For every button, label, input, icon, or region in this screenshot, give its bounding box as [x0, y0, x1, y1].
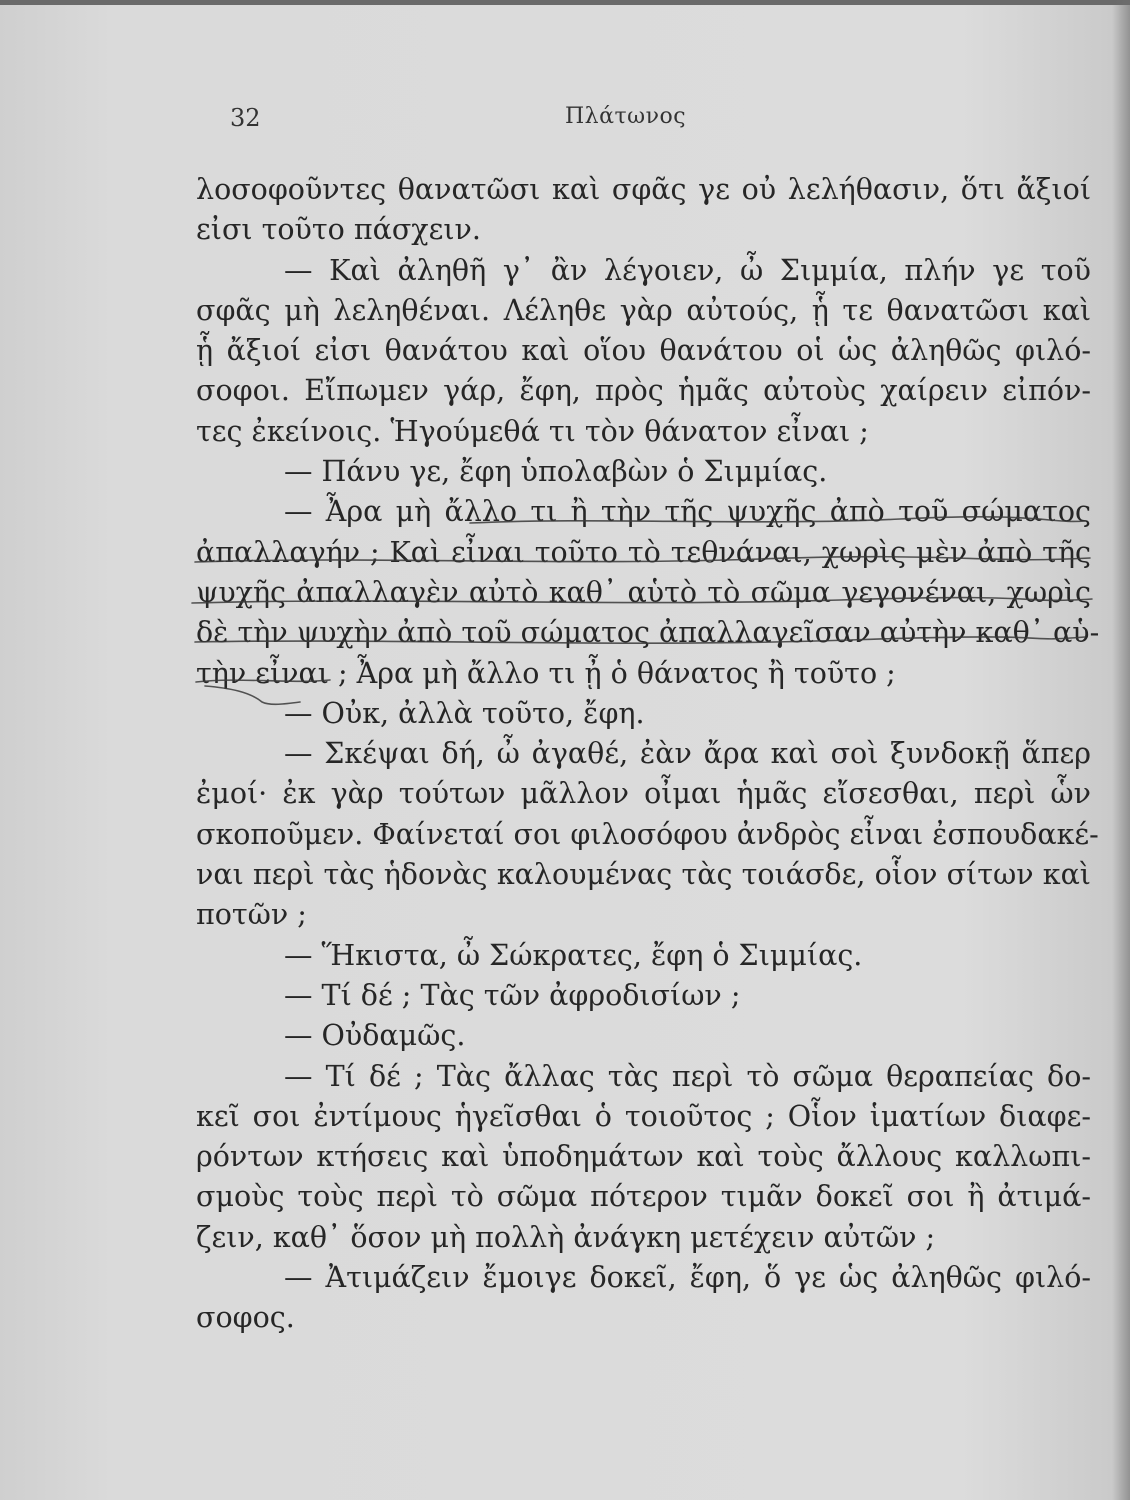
text-line: εἰσι τοῦτο πάσχειν. — [196, 213, 481, 247]
text-line: ᾗ ἄξιοί εἰσι θανάτου καὶ οἵου θανάτου οἱ ὡς ἀληθῶς φιλό- — [196, 334, 1091, 368]
text-line: σφᾶς μὴ λεληθέναι. Λέληθε γὰρ αὐτούς, ᾗ τε θανατῶσι καὶ — [196, 293, 1091, 327]
text-line: ἐμοί· ἐκ γὰρ τούτων μᾶλλον οἶμαι ἡμᾶς εἴσεσθαι, περὶ ὧν — [196, 777, 1091, 811]
text-line: — Ἆρα μὴ ἄλλο τι ἢ τὴν τῆς ψυχῆς ἀπὸ τοῦ σώματος — [284, 495, 1091, 529]
text-line: — Οὐδαμῶς. — [284, 1019, 466, 1053]
page-top-edge — [0, 0, 1130, 5]
text-line: ποτῶν ; — [196, 898, 307, 932]
text-line: ψυχῆς ἀπαλλαγὲν αὐτὸ καθ᾽ αὑτὸ τὸ σῶμα γεγονέναι, χωρὶς — [196, 575, 1091, 609]
running-title: Πλάτωνος — [565, 104, 687, 129]
page-right-edge — [1112, 0, 1130, 1500]
text-line: σοφοι. Εἴπωμεν γάρ, ἔφη, πρὸς ἡμᾶς αὐτοὺς χαίρειν εἰπόν- — [196, 374, 1091, 408]
text-line: — Οὐκ, ἀλλὰ τοῦτο, ἔφη. — [284, 696, 645, 730]
text-line: — Σκέψαι δή, ὦ ἀγαθέ, ἐὰν ἄρα καὶ σοὶ ξυνδοκῇ ἅπερ — [284, 737, 1091, 771]
text-line: ναι περὶ τὰς ἡδονὰς καλουμένας τὰς τοιάσδε, οἷον σίτων καὶ — [196, 858, 1091, 892]
body-text — [196, 170, 1100, 1339]
text-line: τὴν εἶναι ; Ἆρα μὴ ἄλλο τι ᾖ ὁ θάνατος ἢ τοῦτο ; — [196, 656, 896, 690]
text-line: δὲ τὴν ψυχὴν ἀπὸ τοῦ σώματος ἀπαλλαγεῖσαν αὐτὴν καθ᾽ αὑ- — [196, 616, 1100, 650]
text-line: ἀπαλλαγήν ; Καὶ εἶναι τοῦτο τὸ τεθνάναι, χωρὶς μὲν ἀπὸ τῆς — [196, 535, 1091, 569]
text-line: λοσοφοῦντες θανατῶσι καὶ σφᾶς γε οὐ λελήθασιν, ὅτι ἄξιοί — [196, 173, 1091, 206]
text-line: τες ἐκείνοις. Ἡγούμεθά τι τὸν θάνατον εἶναι ; — [196, 414, 869, 448]
text-line: — Ἥκιστα, ὦ Σώκρατες, ἔφη ὁ Σιμμίας. — [284, 938, 863, 972]
text-line: σκοποῦμεν. Φαίνεταί σοι φιλοσόφου ἀνδρὸς εἶναι ἐσπουδακέ- — [196, 817, 1099, 851]
text-line: — Τί δέ ; Τὰς ἄλλας τὰς περὶ τὸ σῶμα θεραπείας δο- — [284, 1059, 1091, 1093]
text-line: ζειν, καθ᾽ ὅσον μὴ πολλὴ ἀνάγκη μετέχειν αὐτῶν ; — [196, 1220, 936, 1254]
text-line: σμοὺς τοὺς περὶ τὸ σῶμα πότερον τιμᾶν δοκεῖ σοι ἢ ἀτιμά- — [196, 1180, 1091, 1214]
page-number: 32 — [230, 104, 261, 132]
text-line: κεῖ σοι ἐντίμους ἡγεῖσθαι ὁ τοιοῦτος ; Οἷον ἱματίων διαφε- — [196, 1099, 1091, 1133]
text-line: — Ἀτιμάζειν ἔμοιγε δοκεῖ, ἔφη, ὅ γε ὡς ἀληθῶς φιλό- — [284, 1261, 1091, 1295]
text-line: ρόντων κτήσεις καὶ ὑποδημάτων καὶ τοὺς ἄλλους καλλωπι- — [196, 1140, 1091, 1174]
text-line: σοφος. — [196, 1301, 295, 1335]
text-line: — Τί δέ ; Τὰς τῶν ἀφροδισίων ; — [284, 978, 741, 1012]
text-line: — Καὶ ἀληθῆ γ᾽ ἂν λέγοιεν, ὦ Σιμμία, πλήν γε τοῦ — [284, 253, 1091, 287]
text-line: — Πάνυ γε, ἔφη ὑπολαβὼν ὁ Σιμμίας. — [284, 455, 828, 489]
